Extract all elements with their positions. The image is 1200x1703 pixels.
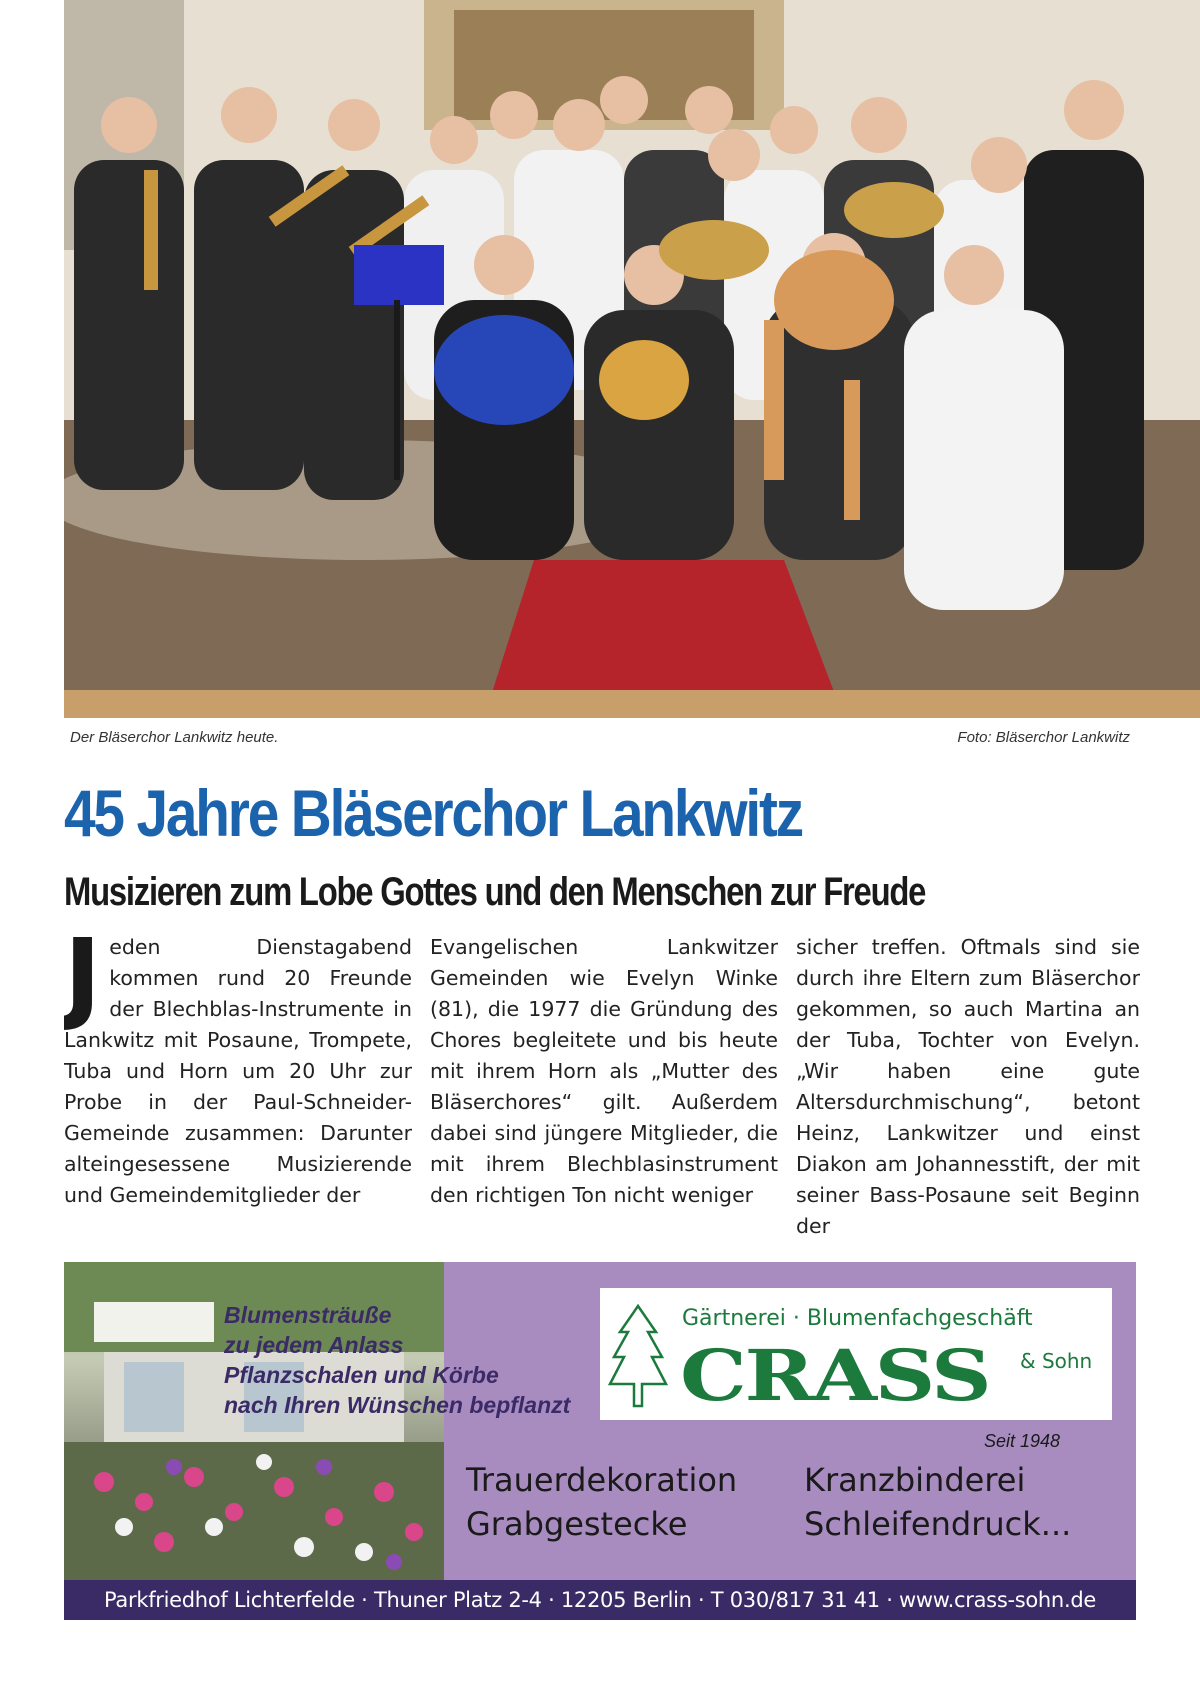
logo-suffix: & Sohn	[1020, 1349, 1093, 1373]
service-kranzbinderei: Kranzbinderei	[804, 1461, 1026, 1499]
service-trauerdekoration: Trauerdekoration	[466, 1461, 738, 1499]
ad-promo-text	[224, 1300, 604, 1430]
ad-contact-footer: Parkfriedhof Lichterfelde · Thuner Platz 2-4 · 12205 Berlin · T 030/817 31 41 · www.crass-sohn.de	[64, 1580, 1136, 1620]
article-subheadline: Musizieren zum Lobe Gottes und den Menschen zur Freude	[64, 870, 926, 914]
article-column-2: Evangelischen Lankwitzer Gemeinden wie Evelyn Winke (81), die 1977 die Gründung des Chores begleitete und bis heute mit ihrem Horn als „Mutter des Bläserchores“ gilt. Außerdem dabei sind jüngere Mitglieder, die mit ihrem Blechblasinstrument den richtigen Ton nicht weniger	[430, 935, 778, 1207]
music-stand-sheet	[354, 245, 444, 305]
music-stand-pole	[394, 300, 400, 480]
article-column-1-text: eden Dienstagabend kommen rund 20 Freunde der Blechblas-Instrumente in Lankwitz mit Posaune, Trompete, Tuba und Horn um 20 Uhr zur Probe in der Paul-Schneider-Gemeinde zusammen: Darunter alteingesessene Musizierende und Gemeindemitglieder der	[64, 935, 412, 1207]
article-headline: 45 Jahre Bläserchor Lankwitz	[64, 776, 802, 850]
promo-line-3: Pflanzschalen und Körbe	[224, 1362, 499, 1388]
photo-caption: Der Bläserchor Lankwitz heute.	[70, 729, 279, 746]
drop-cap: J	[64, 932, 102, 1034]
logo-name: CRASS	[680, 1334, 990, 1417]
logo-tagline: Gärtnerei · Blumenfachgeschäft	[682, 1306, 1033, 1331]
group-photo	[64, 0, 1200, 718]
crass-advertisement	[64, 1262, 1136, 1620]
crass-logo-box	[600, 1288, 1112, 1420]
services-right	[804, 1458, 1104, 1558]
promo-line-2: zu jedem Anlass	[224, 1332, 404, 1358]
article-column-1	[64, 932, 412, 1242]
promo-line-4: nach Ihren Wünschen bepflanzt	[224, 1392, 571, 1418]
service-schleifendruck: Schleifendruck...	[804, 1505, 1072, 1543]
article-column-3: sicher treffen. Oftmals sind sie durch ihre Eltern zum Bläserchor gekommen, so auch Martina an der Tuba, Tochter von Evelyn. „Wir haben eine gute Altersdurchmischung“, betont Heinz, Lankwitzer und einst Diakon am Johannesstift, der mit seiner Bass-Posaune seit Beginn der	[796, 935, 1140, 1238]
photo-credit: Foto: Bläserchor Lankwitz	[957, 729, 1130, 746]
service-grabgestecke: Grabgestecke	[466, 1505, 688, 1543]
since-label: Seit 1948	[984, 1431, 1061, 1451]
services-left	[466, 1458, 766, 1558]
tree-outline-icon	[608, 1302, 668, 1412]
promo-line-1: Blumensträuße	[224, 1302, 392, 1328]
bench	[64, 690, 1200, 718]
photo-illustration	[64, 0, 1200, 718]
